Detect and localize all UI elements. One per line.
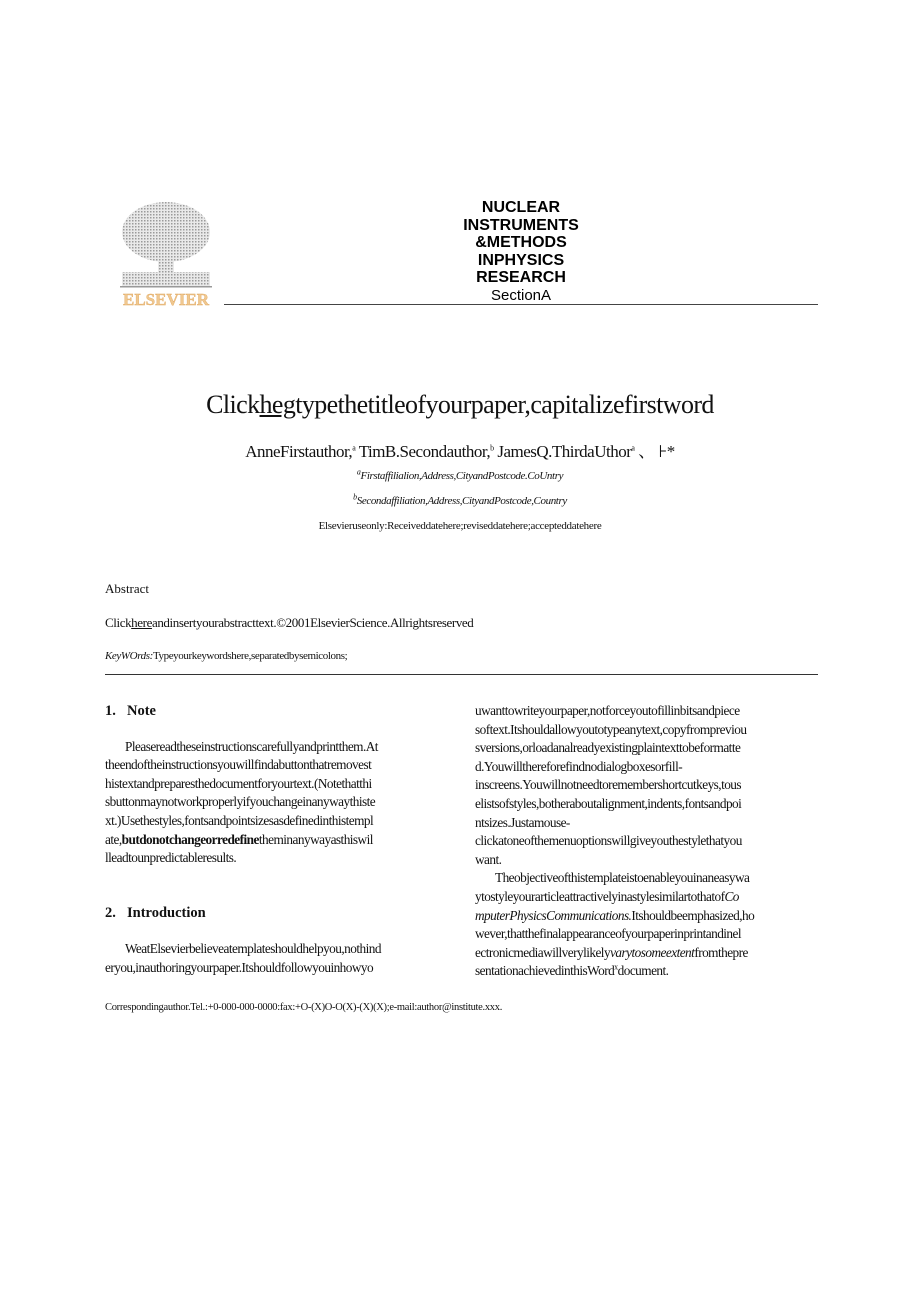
text-segment: varytosomeextent	[610, 944, 695, 960]
paragraph	[105, 940, 450, 977]
text-line	[105, 738, 450, 757]
abstract-placeholder-link[interactable]: here	[131, 615, 152, 630]
text-segment: Co	[724, 888, 739, 904]
text-line	[105, 756, 450, 775]
affil-mark: a	[356, 467, 361, 477]
journal-line: &METHODS	[475, 234, 567, 251]
text-line	[475, 888, 820, 907]
text-segment: ntsizes.Justamouse-	[475, 814, 570, 830]
corresponding-mark: ⊦*	[658, 442, 675, 461]
elsevier-tree-logo	[120, 202, 212, 308]
author-name: TimB.Secondauthor,	[358, 442, 491, 461]
keywords-label: KeyWOrds:	[105, 650, 153, 662]
journal-line: INPHYSICS	[477, 251, 565, 269]
text-segment: theendoftheinstructionsyouwillfindabuttonthatremovest	[105, 757, 372, 773]
text-line	[475, 795, 820, 814]
affil-text: Secondaffiliation,Address,CityandPostcode,Country	[356, 495, 567, 507]
text-line	[475, 962, 820, 981]
journal-section: SectionA	[490, 286, 552, 304]
text-line	[475, 925, 820, 944]
text-segment: sbuttonmaynotworkproperlyifyouchangeinanywaythiste	[105, 794, 376, 810]
paragraph	[105, 738, 450, 868]
section-heading	[105, 904, 450, 923]
text-segment: inscreens.Youwillnotneedtoremembershortcutkeys,tous	[475, 777, 742, 793]
text-line	[475, 814, 820, 833]
text-line	[475, 907, 820, 926]
text-line	[475, 851, 820, 870]
text-segment: sversions,orloadanalreadyexistingplaintexttobeformatte	[475, 740, 741, 756]
text-line	[475, 869, 820, 888]
text-segment: clickatoneofthemenuoptionswillgiveyouthestylethatyou	[475, 833, 742, 849]
text-line	[475, 832, 820, 851]
text-segment: want.	[475, 851, 502, 867]
elsevier-use-only: Elsevieruseonly:Receiveddatehere;reviseddatehere;accepteddatehere	[318, 520, 602, 532]
text-segment: uwanttowriteyourpaper,notforceyoutofillinbitsandpiece	[475, 703, 740, 718]
author-mark: 、	[638, 442, 655, 461]
text-line	[105, 940, 450, 959]
footnote: Correspondingauthor.Tel.:+0-000-000-0000:fax:+O-(X)O-O(X)-(X)(X);e-mail:author@institute.xxx.	[105, 1002, 503, 1013]
text-segment: xt.)Usethestyles,fontsandpointsizesasdefinedinthistempl	[105, 812, 374, 828]
text-segment: document.	[617, 963, 669, 979]
text-segment: theminanywayasthiswil	[258, 831, 373, 847]
section-heading	[105, 702, 450, 721]
text-line	[475, 758, 820, 777]
text-segment: elistsofstyles,botheraboutalignment,indents,fontsandpoi	[475, 795, 742, 811]
abstract-heading: Abstract	[105, 581, 150, 596]
text-line	[105, 959, 450, 978]
paragraph	[475, 702, 820, 869]
text-segment: softext.Itshouldallowyoutotypeanytext,copyfrompreviou	[475, 721, 747, 737]
section-title: Introduction	[127, 904, 206, 921]
keywords	[105, 650, 347, 662]
author-affil-mark: a	[352, 443, 356, 453]
affiliation	[0, 492, 920, 507]
text-segment: mputerPhysicsCommunications.	[475, 907, 632, 923]
text-segment: Itshouldbeemphasized,ho	[631, 907, 755, 923]
journal-title	[420, 199, 622, 304]
text-line	[105, 812, 450, 831]
affil-text: Firstaffilialion,Address,CityandPostcode.CoUntry	[360, 470, 564, 482]
text-segment: Theobjectiveofthistemplateistoenableyouinaneasywa	[495, 870, 750, 886]
text-line	[105, 849, 450, 868]
text-line	[475, 944, 820, 963]
left-column	[105, 702, 450, 978]
paragraph	[475, 869, 820, 981]
text-line	[475, 776, 820, 795]
text-segment: WeatElsevierbelieveatemplateshouldhelpyou,nothind	[125, 941, 381, 957]
text-line	[475, 702, 820, 721]
text-segment: eryou,inauthoringyourpaper.Itshouldfollowyouinhowyo	[105, 959, 374, 975]
text-line	[105, 831, 450, 850]
section-number: 1.	[105, 703, 116, 719]
svg-text:ELSEVIER: ELSEVIER	[123, 290, 209, 308]
abstract-text-part: Click	[105, 615, 132, 630]
text-segment: sentationachievedinthisWord	[475, 963, 615, 979]
author-name: AnneFirstauthor,	[245, 442, 353, 461]
keywords-text: Typeyourkeywordshere,separatedbysemicolons;	[152, 650, 348, 662]
affiliation	[0, 467, 920, 482]
text-line	[475, 739, 820, 758]
text-line	[475, 721, 820, 740]
title-placeholder-link[interactable]: heg	[259, 390, 296, 419]
author-affil-mark: b	[490, 443, 494, 453]
text-line	[105, 793, 450, 812]
text-segment: lleadtounpredictableresults.	[105, 850, 237, 866]
abstract-text	[105, 615, 473, 631]
text-segment: x	[614, 962, 618, 972]
section-number: 2.	[105, 904, 116, 921]
title-text: typethetitleofyourpaper,capitalizefirstword	[295, 390, 714, 419]
text-segment: wever,thatthefinalappearanceofyourpaperinprintandinel	[475, 926, 742, 942]
text-segment: fromthepre	[694, 944, 748, 960]
abstract-text-part: andinsertyourabstracttext.©2001ElsevierScience.Allrightsreserved	[151, 615, 474, 630]
header-divider	[224, 304, 818, 305]
text-line	[105, 775, 450, 794]
text-segment: Pleasereadtheseinstructionscarefullyandprintthem.At	[125, 738, 378, 754]
journal-line: INSTRUMENTS	[463, 216, 579, 234]
text-segment: butdonotchangeorredefine	[121, 831, 259, 847]
title-text: Click	[206, 390, 260, 419]
abstract-divider	[105, 674, 818, 675]
right-column	[475, 702, 820, 981]
author-name: JamesQ.ThirdaUthor	[497, 442, 632, 461]
text-segment: d.Youwillthereforefindnodialogboxesorfill-	[475, 758, 683, 774]
section-title: Note	[127, 703, 156, 719]
text-segment: ate,	[105, 831, 122, 847]
text-segment: histextandpreparesthedocumentforyourtext.(Notethatthi	[105, 775, 372, 791]
text-segment: ytostyleyourarticleattractivelyinastylesimilartothatof	[475, 888, 725, 904]
author-list	[0, 437, 920, 462]
paper-title	[0, 390, 920, 420]
text-segment: ectronicmediawillverylikely	[475, 944, 611, 960]
journal-line: NUCLEAR	[481, 199, 561, 216]
affil-mark: b	[353, 492, 357, 502]
journal-line: RESEARCH	[476, 269, 566, 286]
author-affil-mark: a	[631, 443, 635, 453]
